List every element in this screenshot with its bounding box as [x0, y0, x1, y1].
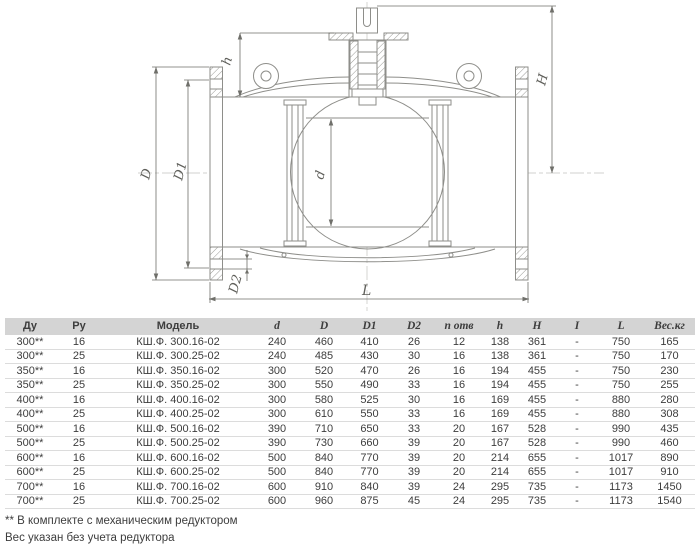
stem-top: [357, 8, 378, 33]
table-cell: 1450: [644, 480, 695, 495]
table-cell: 24: [436, 480, 482, 495]
table-cell: 430: [347, 349, 392, 364]
table-cell: 880: [598, 393, 644, 408]
table-cell: 735: [518, 480, 556, 495]
table-cell: 300: [253, 393, 301, 408]
table-cell: 500: [253, 465, 301, 480]
table-cell: 400**: [5, 407, 55, 422]
table-cell: 485: [301, 349, 347, 364]
table-cell: 16: [436, 349, 482, 364]
column-header: d: [253, 318, 301, 335]
table-row: [5, 393, 695, 408]
bottom-shell-curves: [240, 248, 495, 262]
table-cell: 880: [598, 407, 644, 422]
table-cell: 655: [518, 451, 556, 466]
table-cell: 25: [55, 407, 103, 422]
table-cell: 455: [518, 378, 556, 393]
table-cell: 16: [55, 422, 103, 437]
table-cell: 20: [436, 422, 482, 437]
table-cell: КШ.Ф. 700.16-02: [103, 480, 253, 495]
table-row: [5, 378, 695, 393]
table-cell: 655: [518, 465, 556, 480]
table-cell: 361: [518, 349, 556, 364]
footnote-reducer-included: ** В комплекте с механическим редуктором: [5, 515, 238, 527]
table-cell: 890: [644, 451, 695, 466]
table-cell: 16: [436, 364, 482, 379]
table-cell: 295: [482, 480, 518, 495]
table-cell: 240: [253, 335, 301, 349]
table-cell: 600: [253, 494, 301, 509]
table-cell: 435: [644, 422, 695, 437]
table-cell: -: [556, 494, 598, 509]
table-cell: 840: [347, 480, 392, 495]
table-cell: 39: [392, 436, 436, 451]
column-header: D2: [392, 318, 436, 335]
table-cell: 30: [392, 393, 436, 408]
table-cell: 25: [55, 494, 103, 509]
table-cell: 170: [644, 349, 695, 364]
table-cell: 455: [518, 407, 556, 422]
table-cell: 33: [392, 407, 436, 422]
table-cell: -: [556, 364, 598, 379]
table-cell: 24: [436, 494, 482, 509]
table-cell: 410: [347, 335, 392, 349]
spec-table-section: [5, 318, 695, 509]
table-cell: 1173: [598, 494, 644, 509]
table-row: [5, 436, 695, 451]
table-cell: 16: [55, 451, 103, 466]
spec-table-header-row: [5, 318, 695, 335]
table-cell: 300**: [5, 335, 55, 349]
table-cell: 25: [55, 378, 103, 393]
valve-body: [210, 8, 528, 280]
table-cell: 300: [253, 378, 301, 393]
table-cell: КШ.Ф. 500.16-02: [103, 422, 253, 437]
table-cell: 500**: [5, 422, 55, 437]
table-cell: 16: [55, 393, 103, 408]
table-cell: 16: [436, 378, 482, 393]
table-cell: 16: [436, 393, 482, 408]
table-cell: 350**: [5, 378, 55, 393]
table-cell: 300: [253, 364, 301, 379]
table-row: [5, 364, 695, 379]
table-cell: 490: [347, 378, 392, 393]
column-header: H: [518, 318, 556, 335]
table-cell: 500: [253, 451, 301, 466]
table-cell: 16: [55, 480, 103, 495]
spec-table-body: [5, 335, 695, 509]
table-cell: 39: [392, 480, 436, 495]
table-cell: 875: [347, 494, 392, 509]
table-cell: 1017: [598, 451, 644, 466]
table-cell: 39: [392, 451, 436, 466]
table-cell: 26: [392, 364, 436, 379]
table-cell: -: [556, 480, 598, 495]
table-cell: 20: [436, 436, 482, 451]
table-cell: 167: [482, 436, 518, 451]
table-cell: 735: [518, 494, 556, 509]
table-cell: 1017: [598, 465, 644, 480]
column-header: L: [598, 318, 644, 335]
table-cell: 750: [598, 335, 644, 349]
table-cell: 20: [436, 451, 482, 466]
table-cell: 169: [482, 407, 518, 422]
table-row: [5, 480, 695, 495]
table-cell: 455: [518, 364, 556, 379]
table-cell: -: [556, 465, 598, 480]
dim-label-d: d: [312, 169, 330, 182]
column-header: I: [556, 318, 598, 335]
column-header: D1: [347, 318, 392, 335]
table-cell: 350**: [5, 364, 55, 379]
table-cell: КШ.Ф. 350.16-02: [103, 364, 253, 379]
table-row: [5, 451, 695, 466]
table-cell: 840: [301, 451, 347, 466]
body-shell: [223, 97, 516, 247]
table-cell: 700**: [5, 494, 55, 509]
table-cell: 600**: [5, 465, 55, 480]
table-cell: -: [556, 451, 598, 466]
table-cell: -: [556, 436, 598, 451]
table-cell: 528: [518, 422, 556, 437]
table-cell: 33: [392, 378, 436, 393]
table-cell: 455: [518, 393, 556, 408]
column-header: D: [301, 318, 347, 335]
table-cell: -: [556, 378, 598, 393]
column-header: h: [482, 318, 518, 335]
table-cell: 650: [347, 422, 392, 437]
spec-table: [5, 318, 695, 509]
table-cell: 20: [436, 465, 482, 480]
table-cell: -: [556, 422, 598, 437]
dim-label-h: h: [219, 55, 237, 68]
table-cell: КШ.Ф. 600.25-02: [103, 465, 253, 480]
mount-plate-left: [329, 33, 353, 40]
table-cell: 240: [253, 349, 301, 364]
table-cell: 1173: [598, 480, 644, 495]
table-cell: 990: [598, 436, 644, 451]
mount-plate-right: [384, 33, 408, 40]
footnote-weight-note: Вес указан без учета редуктора: [5, 531, 175, 544]
stem-collar: [352, 89, 383, 97]
table-cell: 525: [347, 393, 392, 408]
table-cell: -: [556, 407, 598, 422]
column-header: Модель: [103, 318, 253, 335]
dim-label-D1: D1: [171, 160, 191, 183]
table-row: [5, 422, 695, 437]
table-cell: 167: [482, 422, 518, 437]
table-cell: 25: [55, 436, 103, 451]
table-cell: -: [556, 393, 598, 408]
table-cell: 460: [644, 436, 695, 451]
stem-base: [359, 97, 376, 105]
dim-label-L: L: [362, 283, 372, 299]
table-cell: КШ.Ф. 300.16-02: [103, 335, 253, 349]
table-cell: 600**: [5, 451, 55, 466]
table-cell: 280: [644, 393, 695, 408]
table-row: [5, 407, 695, 422]
table-cell: 214: [482, 451, 518, 466]
table-cell: 255: [644, 378, 695, 393]
column-header: Ду: [5, 318, 55, 335]
table-cell: 990: [598, 422, 644, 437]
table-cell: 214: [482, 465, 518, 480]
table-cell: 700**: [5, 480, 55, 495]
table-cell: 600: [253, 480, 301, 495]
table-cell: 194: [482, 364, 518, 379]
table-cell: -: [556, 335, 598, 349]
lifting-eye-left: [254, 64, 279, 89]
table-cell: 580: [301, 393, 347, 408]
table-cell: 165: [644, 335, 695, 349]
column-header: Вес.кг: [644, 318, 695, 335]
dim-label-D: D: [138, 167, 156, 182]
table-cell: 528: [518, 436, 556, 451]
table-cell: 308: [644, 407, 695, 422]
table-cell: 550: [347, 407, 392, 422]
table-cell: КШ.Ф. 500.25-02: [103, 436, 253, 451]
table-cell: 169: [482, 393, 518, 408]
table-cell: 400**: [5, 393, 55, 408]
table-cell: 1540: [644, 494, 695, 509]
table-cell: 361: [518, 335, 556, 349]
table-cell: 750: [598, 378, 644, 393]
table-cell: 138: [482, 349, 518, 364]
table-cell: 230: [644, 364, 695, 379]
table-cell: 39: [392, 465, 436, 480]
column-header: Ру: [55, 318, 103, 335]
table-cell: КШ.Ф. 600.16-02: [103, 451, 253, 466]
table-cell: 12: [436, 335, 482, 349]
table-cell: 500**: [5, 436, 55, 451]
table-cell: 470: [347, 364, 392, 379]
table-cell: 750: [598, 349, 644, 364]
table-cell: 910: [301, 480, 347, 495]
table-cell: 30: [392, 349, 436, 364]
flange-right: [516, 67, 529, 280]
table-cell: 840: [301, 465, 347, 480]
table-cell: 910: [644, 465, 695, 480]
table-cell: 730: [301, 436, 347, 451]
table-row: [5, 349, 695, 364]
table-cell: 16: [55, 335, 103, 349]
table-cell: 300**: [5, 349, 55, 364]
table-cell: 610: [301, 407, 347, 422]
table-cell: КШ.Ф. 400.16-02: [103, 393, 253, 408]
dim-label-D2: D2: [226, 273, 246, 296]
table-cell: 770: [347, 451, 392, 466]
table-cell: 16: [55, 364, 103, 379]
table-cell: 16: [436, 407, 482, 422]
table-row: [5, 335, 695, 349]
table-cell: 520: [301, 364, 347, 379]
table-row: [5, 465, 695, 480]
table-cell: 194: [482, 378, 518, 393]
table-cell: КШ.Ф. 350.25-02: [103, 378, 253, 393]
table-cell: 390: [253, 422, 301, 437]
stem-assembly: [329, 8, 408, 105]
table-row: [5, 494, 695, 509]
table-cell: 138: [482, 335, 518, 349]
table-cell: КШ.Ф. 300.25-02: [103, 349, 253, 364]
table-cell: 33: [392, 422, 436, 437]
table-cell: 295: [482, 494, 518, 509]
flange-left: [210, 67, 223, 280]
column-header: n отв: [436, 318, 482, 335]
table-cell: 45: [392, 494, 436, 509]
table-cell: 710: [301, 422, 347, 437]
table-cell: 460: [301, 335, 347, 349]
footnotes: [5, 513, 700, 546]
table-cell: -: [556, 349, 598, 364]
dim-label-H: H: [534, 72, 552, 88]
table-cell: 960: [301, 494, 347, 509]
table-cell: 25: [55, 465, 103, 480]
table-cell: 550: [301, 378, 347, 393]
lifting-eye-right: [457, 64, 482, 89]
table-cell: 25: [55, 349, 103, 364]
table-cell: 660: [347, 436, 392, 451]
table-cell: 26: [392, 335, 436, 349]
table-cell: КШ.Ф. 400.25-02: [103, 407, 253, 422]
table-cell: 770: [347, 465, 392, 480]
table-cell: КШ.Ф. 700.25-02: [103, 494, 253, 509]
table-cell: 750: [598, 364, 644, 379]
table-cell: 390: [253, 436, 301, 451]
table-cell: 300: [253, 407, 301, 422]
